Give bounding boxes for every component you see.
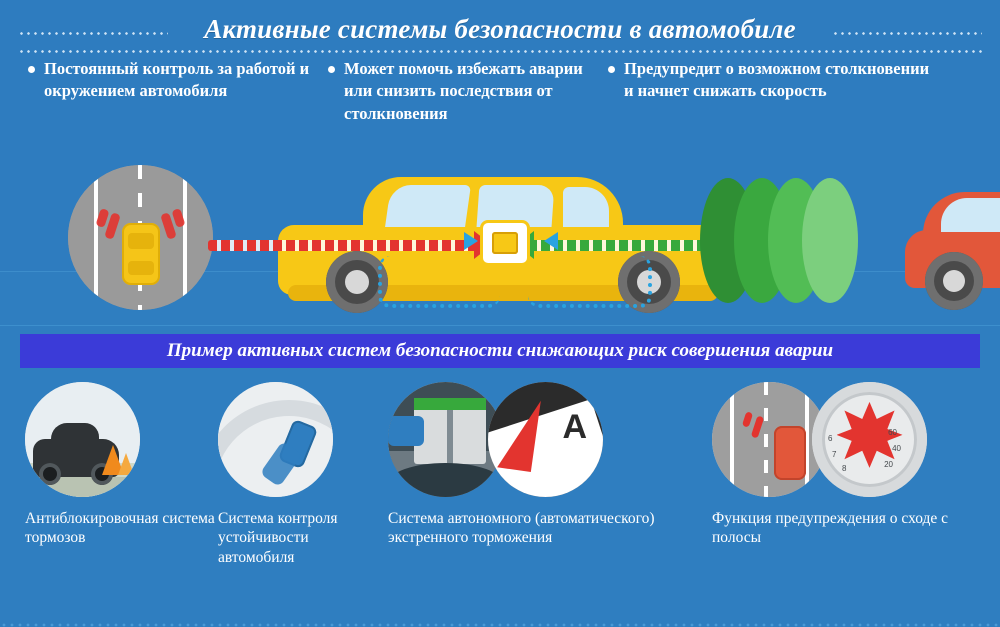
gauge-number: 60 [888,428,897,437]
lane-edge-right [183,165,187,310]
key-point-2 [328,58,608,125]
radar-detection-circle [68,165,213,310]
dashboard-silhouette [388,463,503,497]
ecu-chip [483,223,527,263]
front-radar-arcs [700,178,880,303]
aeb-icons [388,382,628,497]
emergency-brake-icon [488,382,603,497]
main-illustration [0,150,1000,325]
gauge-number: 6 [828,434,833,443]
red-car-window [941,198,1000,232]
red-car-ahead [905,190,1000,310]
system-item-abs [25,382,235,548]
radar-arc-4 [802,178,858,303]
car-window-middle [477,185,555,227]
system-item-lane-departure [712,382,972,548]
abs-wheel [39,463,61,485]
traffic-cone-icon [118,453,134,475]
page-title: Активные системы безопасности в автомобиле [204,14,796,44]
abs-braking-car-icon [25,382,140,497]
bullet-dot-icon [328,66,335,73]
gauge-number: 20 [884,460,893,469]
lane-car-top-view [774,426,806,480]
system-item-lane-departure-caption: Функция предупреждения о сходе с полосы [712,510,949,547]
lane-departure-icons [712,382,952,497]
system-item-abs-caption: Антиблокировочная система тормозов [25,510,215,547]
data-flow-arrow-left [464,232,478,250]
system-item-esp [218,382,378,567]
lane-edge-left [94,165,98,310]
key-point-1 [28,58,328,125]
data-flow-loop-left [378,256,500,308]
car-window-front [385,185,471,227]
truck-ahead-camera-icon [388,382,503,497]
header-rule-bottom [18,50,982,53]
bullet-dot-icon [28,66,35,73]
blue-car-left [388,416,424,446]
system-item-esp-caption: Система контроля устойчивости автомобиля [218,510,338,566]
chip-core [492,232,518,254]
data-flow-loop-right [528,256,652,308]
system-item-aeb-caption: Система автономного (автоматического) экстренного торможения [388,510,655,547]
key-points-list [28,58,978,125]
red-car-wheel [925,252,983,310]
section-banner-text: Пример активных систем безопасности снижающих риск совершения аварии [166,340,834,361]
key-point-3 [608,58,938,125]
lane-departure-icon [712,382,827,497]
truck-top-band [414,398,486,410]
rear-radar-beam [208,240,488,251]
lane-center-dashes [764,382,768,497]
section-banner [20,334,980,368]
yellow-sedan [278,168,728,313]
system-item-aeb [388,382,678,548]
systems-list [0,382,1000,617]
data-flow-arrow-right [544,232,558,250]
bullet-dot-icon [608,66,615,73]
key-point-1-text: Постоянный контроль за работой и окружением автомобиля [44,59,310,101]
key-point-3-text: Предупредит о возможном столкновении и начнет снижать скорость [624,59,930,101]
brake-icon-letter: A [562,408,587,446]
gauge-number: 7 [832,450,837,459]
bottom-rule [0,623,1000,627]
lane-edge-left [730,382,734,497]
circle-car-top-view [122,223,160,285]
key-point-2-text: Может помочь избежать аварии или снизить последствия от столкновения [344,59,583,123]
gauge-number: 8 [842,464,847,473]
gauge-number: 40 [892,444,901,453]
stability-control-icon [218,382,333,497]
speed-gauge-alert-icon [812,382,927,497]
